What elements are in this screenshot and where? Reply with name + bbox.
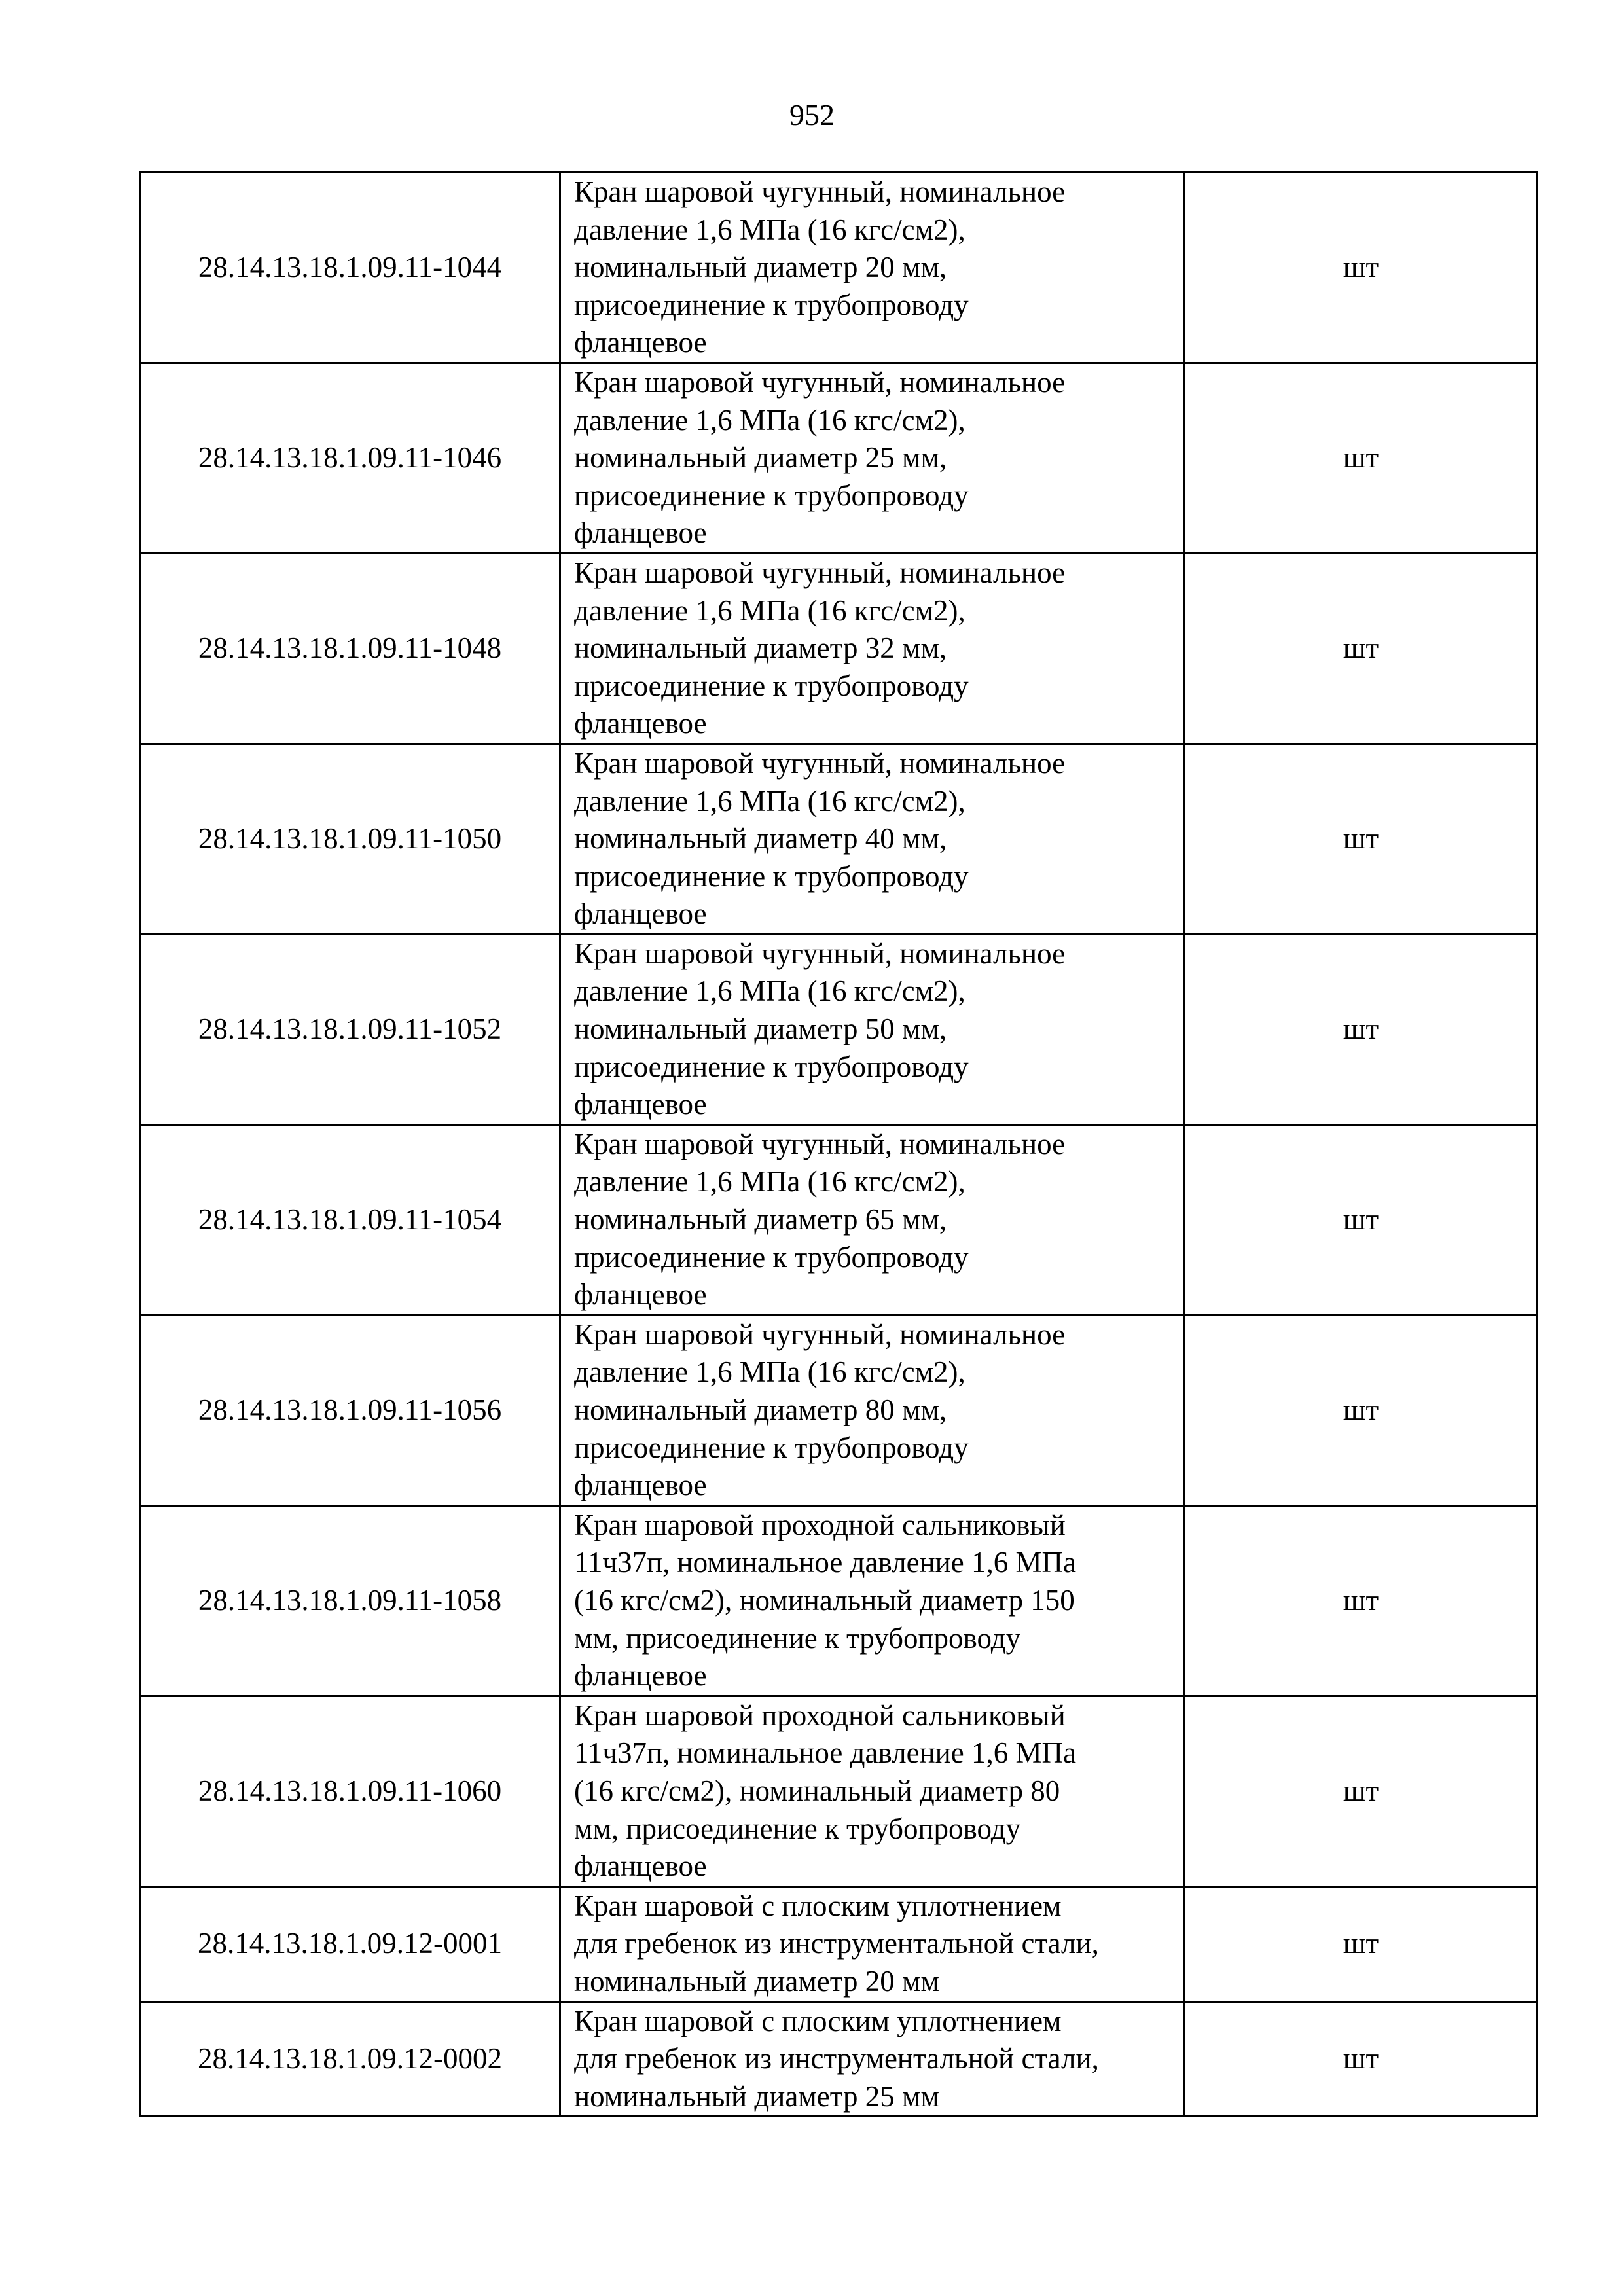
resource-code-cell: 28.14.13.18.1.09.12-0001: [140, 1886, 560, 2001]
description-line: 11ч37п, номинальное давление 1,6 МПа: [574, 1546, 1076, 1579]
unit-cell: шт: [1185, 1124, 1538, 1315]
description-line: фланцевое: [574, 1850, 707, 1883]
description-line: фланцевое: [574, 516, 707, 550]
unit-cell: шт: [1185, 744, 1538, 934]
description-line: для гребенок из инструментальной стали,: [574, 1927, 1099, 1960]
description-line: фланцевое: [574, 1659, 707, 1693]
description-line: фланцевое: [574, 1469, 707, 1502]
description-line: давление 1,6 МПа (16 кгс/см2),: [574, 213, 965, 246]
resource-description-cell: [560, 553, 1185, 744]
description-line: фланцевое: [574, 1088, 707, 1121]
description-line: Кран шаровой чугунный, номинальное: [574, 746, 1066, 780]
description-line: присоединение к трубопроводу: [574, 1240, 969, 1274]
resource-code-cell: 28.14.13.18.1.09.12-0002: [140, 2001, 560, 2117]
description-line: номинальный диаметр 32 мм,: [574, 632, 947, 665]
unit-cell: шт: [1185, 1696, 1538, 1886]
unit-cell: шт: [1185, 173, 1538, 363]
resource-code-cell: 28.14.13.18.1.09.11-1044: [140, 173, 560, 363]
description-line: присоединение к трубопроводу: [574, 859, 969, 893]
description-line: мм, присоединение к трубопроводу: [574, 1812, 1021, 1845]
table-row: [140, 744, 1538, 934]
description-line: мм, присоединение к трубопроводу: [574, 1621, 1021, 1655]
description-line: номинальный диаметр 20 мм: [574, 1964, 939, 1998]
description-line: Кран шаровой чугунный, номинальное: [574, 1127, 1066, 1160]
description-line: фланцевое: [574, 707, 707, 740]
table-row: [140, 1315, 1538, 1505]
description-line: Кран шаровой чугунный, номинальное: [574, 365, 1066, 399]
description-line: присоединение к трубопроводу: [574, 478, 969, 512]
description-line: номинальный диаметр 50 мм,: [574, 1013, 947, 1046]
resource-description-cell: [560, 1505, 1185, 1696]
resource-code-cell: 28.14.13.18.1.09.11-1060: [140, 1696, 560, 1886]
table-row: [140, 1124, 1538, 1315]
description-line: Кран шаровой с плоским уплотнением: [574, 1889, 1062, 1922]
description-line: Кран шаровой чугунный, номинальное: [574, 1318, 1066, 1351]
description-line: фланцевое: [574, 897, 707, 931]
description-line: номинальный диаметр 25 мм: [574, 2079, 939, 2113]
resource-description-cell: [560, 2001, 1185, 2117]
description-line: номинальный диаметр 40 мм,: [574, 822, 947, 855]
table-row: [140, 1886, 1538, 2001]
unit-cell: шт: [1185, 2001, 1538, 2117]
description-line: номинальный диаметр 80 мм,: [574, 1393, 947, 1426]
description-line: давление 1,6 МПа (16 кгс/см2),: [574, 1165, 965, 1198]
resource-description-cell: [560, 934, 1185, 1124]
description-line: давление 1,6 МПа (16 кгс/см2),: [574, 975, 965, 1008]
description-line: 11ч37п, номинальное давление 1,6 МПа: [574, 1736, 1076, 1770]
resource-description-cell: [560, 363, 1185, 553]
resource-code-cell: 28.14.13.18.1.09.11-1048: [140, 553, 560, 744]
description-line: Кран шаровой чугунный, номинальное: [574, 556, 1066, 589]
description-line: давление 1,6 МПа (16 кгс/см2),: [574, 403, 965, 437]
table-row: [140, 2001, 1538, 2117]
description-line: Кран шаровой проходной сальниковый: [574, 1698, 1066, 1732]
resource-description-cell: [560, 173, 1185, 363]
description-line: номинальный диаметр 20 мм,: [574, 251, 947, 284]
resource-code-cell: 28.14.13.18.1.09.11-1058: [140, 1505, 560, 1696]
table-row: [140, 173, 1538, 363]
unit-cell: шт: [1185, 553, 1538, 744]
resource-description-cell: [560, 1124, 1185, 1315]
unit-cell: шт: [1185, 363, 1538, 553]
table-row: [140, 1505, 1538, 1696]
description-line: присоединение к трубопроводу: [574, 1431, 969, 1464]
resource-description-cell: [560, 1315, 1185, 1505]
resource-description-cell: [560, 744, 1185, 934]
table-row: [140, 553, 1538, 744]
description-line: номинальный диаметр 25 мм,: [574, 441, 947, 475]
description-line: присоединение к трубопроводу: [574, 1050, 969, 1083]
description-line: фланцевое: [574, 1278, 707, 1312]
description-line: номинальный диаметр 65 мм,: [574, 1203, 947, 1236]
description-line: (16 кгс/см2), номинальный диаметр 80: [574, 1774, 1060, 1807]
description-line: Кран шаровой чугунный, номинальное: [574, 175, 1066, 208]
resource-description-cell: [560, 1696, 1185, 1886]
page-number: 952: [789, 98, 835, 132]
resource-code-cell: 28.14.13.18.1.09.11-1050: [140, 744, 560, 934]
description-line: Кран шаровой с плоским уплотнением: [574, 2004, 1062, 2037]
resource-table: [139, 171, 1538, 2117]
table-row: [140, 1696, 1538, 1886]
unit-cell: шт: [1185, 1886, 1538, 2001]
description-line: давление 1,6 МПа (16 кгс/см2),: [574, 1355, 965, 1389]
description-line: давление 1,6 МПа (16 кгс/см2),: [574, 594, 965, 627]
description-line: для гребенок из инструментальной стали,: [574, 2042, 1099, 2075]
table-row: [140, 363, 1538, 553]
description-line: (16 кгс/см2), номинальный диаметр 150: [574, 1583, 1075, 1617]
description-line: присоединение к трубопроводу: [574, 288, 969, 321]
resource-code-cell: 28.14.13.18.1.09.11-1054: [140, 1124, 560, 1315]
unit-cell: шт: [1185, 1505, 1538, 1696]
description-line: давление 1,6 МПа (16 кгс/см2),: [574, 784, 965, 817]
resource-code-cell: 28.14.13.18.1.09.11-1052: [140, 934, 560, 1124]
table-body: [140, 173, 1538, 2117]
unit-cell: шт: [1185, 934, 1538, 1124]
description-line: Кран шаровой чугунный, номинальное: [574, 937, 1066, 970]
resource-code-cell: 28.14.13.18.1.09.11-1046: [140, 363, 560, 553]
resource-description-cell: [560, 1886, 1185, 2001]
table-row: [140, 934, 1538, 1124]
unit-cell: шт: [1185, 1315, 1538, 1505]
description-line: фланцевое: [574, 326, 707, 359]
resource-code-cell: 28.14.13.18.1.09.11-1056: [140, 1315, 560, 1505]
description-line: Кран шаровой проходной сальниковый: [574, 1508, 1066, 1541]
description-line: присоединение к трубопроводу: [574, 669, 969, 702]
